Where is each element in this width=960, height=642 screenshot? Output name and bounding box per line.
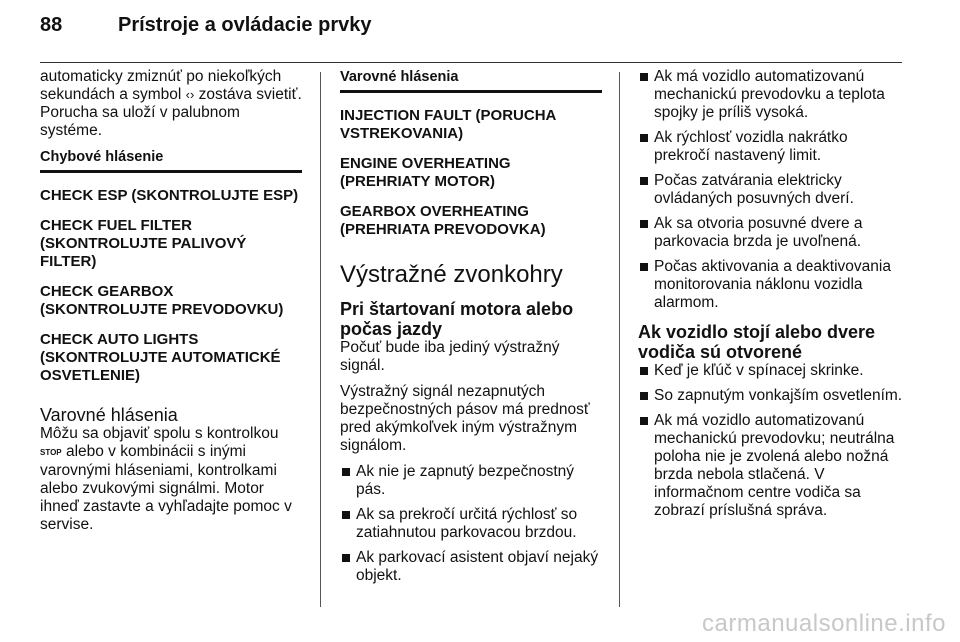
intro-paragraph: automaticky zmiznúť po niekoľkých sekundách a symbol ‹› zostáva svietiť. Porucha sa uloží v palubnom systéme. bbox=[40, 68, 302, 139]
column-2 bbox=[340, 68, 602, 592]
list-item: Ak sa otvoria posuvné dvere a parkovacia brzda je uvoľnená. bbox=[638, 215, 903, 251]
list-item: Ak parkovací asistent objaví nejaký objekt. bbox=[340, 549, 602, 585]
warning-message: ENGINE OVERHEATING (PREHRIATY MOTOR) bbox=[340, 155, 511, 190]
section-subheading: Varovné hlásenia bbox=[340, 68, 602, 93]
warning-message: INJECTION FAULT (PORUCHA VSTREKOVANIA) bbox=[340, 107, 556, 142]
error-message: CHECK AUTO LIGHTS (SKONTROLUJTE AUTOMATICKÉ OSVETLENIE) bbox=[40, 331, 281, 384]
paragraph: Počuť bude iba jediný výstražný signál. bbox=[340, 339, 560, 374]
service-symbol-icon: ‹› bbox=[185, 87, 195, 102]
page-header bbox=[40, 14, 920, 44]
paragraph: Výstražný signál nezapnutých bezpečnostných pásov má prednosť pred akýmkoľvek iným výstražnym signálom. bbox=[340, 383, 590, 454]
bullet-list bbox=[340, 463, 602, 585]
bullet-square-icon bbox=[640, 392, 648, 400]
section-subheading: Chybové hlásenie bbox=[40, 148, 302, 173]
bullet-list bbox=[638, 362, 903, 520]
bullet-square-icon bbox=[640, 73, 648, 81]
bullet-square-icon bbox=[640, 220, 648, 228]
bullet-square-icon bbox=[640, 263, 648, 271]
column-divider bbox=[619, 72, 620, 607]
bullet-square-icon bbox=[640, 417, 648, 425]
stop-icon: STOP bbox=[40, 448, 62, 457]
column-3 bbox=[638, 68, 903, 527]
watermark: carmanualsonline.info bbox=[702, 610, 946, 637]
column-divider bbox=[320, 72, 321, 607]
error-message: CHECK ESP (SKONTROLUJTE ESP) bbox=[40, 187, 299, 204]
page-number: 88 bbox=[40, 14, 63, 36]
warning-message: GEARBOX OVERHEATING (PREHRIATA PREVODOVKA) bbox=[340, 203, 546, 238]
start-heading: Pri štartovaní motora alebo počas jazdy bbox=[340, 299, 574, 339]
warning-paragraph: Môžu sa objaviť spolu s kontrolkou STOP alebo v kombinácii s inými varovnými hláseniami, kontrolkami alebo zvukovými signálmi. Motor ihneď zastavte a vyhľadajte pomoc v servise. bbox=[40, 425, 292, 533]
list-item: Ak rýchlosť vozidla nakrátko prekročí nastavený limit. bbox=[638, 129, 903, 165]
bullet-square-icon bbox=[640, 134, 648, 142]
list-item: So zapnutým vonkajším osvetlením. bbox=[638, 387, 903, 405]
header-divider bbox=[40, 62, 902, 63]
bullet-square-icon bbox=[342, 554, 350, 562]
list-item: Počas aktivovania a deaktivovania monitorovania náklonu vozidla alarmom. bbox=[638, 258, 903, 312]
bullet-list bbox=[638, 68, 903, 312]
error-message: CHECK GEARBOX (SKONTROLUJTE PREVODOVKU) bbox=[40, 283, 284, 318]
list-item: Ak nie je zapnutý bezpečnostný pás. bbox=[340, 463, 602, 499]
list-item: Keď je kľúč v spínacej skrinke. bbox=[638, 362, 903, 380]
bullet-square-icon bbox=[342, 511, 350, 519]
list-item: Ak má vozidlo automatizovanú mechanickú prevodovku a teplota spojky je príliš vysoká. bbox=[638, 68, 903, 122]
error-message: CHECK FUEL FILTER (SKONTROLUJTE PALIVOVÝ FILTER) bbox=[40, 217, 247, 270]
bullet-square-icon bbox=[342, 468, 350, 476]
bullet-square-icon bbox=[640, 177, 648, 185]
page-title: Prístroje a ovládacie prvky bbox=[118, 14, 372, 36]
list-item: Počas zatvárania elektricky ovládaných posuvných dverí. bbox=[638, 172, 903, 208]
stationary-heading: Ak vozidlo stojí alebo dvere vodiča sú otvorené bbox=[638, 322, 876, 362]
bullet-square-icon bbox=[640, 367, 648, 375]
list-item: Ak sa prekročí určitá rýchlosť so zatiahnutou parkovacou brzdou. bbox=[340, 506, 602, 542]
column-1 bbox=[40, 68, 302, 542]
list-item: Ak má vozidlo automatizovanú mechanickú prevodovku; neutrálna poloha nie je zvolená alebo nožná brzda nebola stlačená. V informačnom centre vodiča sa zobrazí príslušná správa. bbox=[638, 412, 903, 520]
warning-heading: Varovné hlásenia bbox=[40, 405, 178, 425]
chime-heading: Výstražné zvonkohry bbox=[340, 261, 563, 288]
